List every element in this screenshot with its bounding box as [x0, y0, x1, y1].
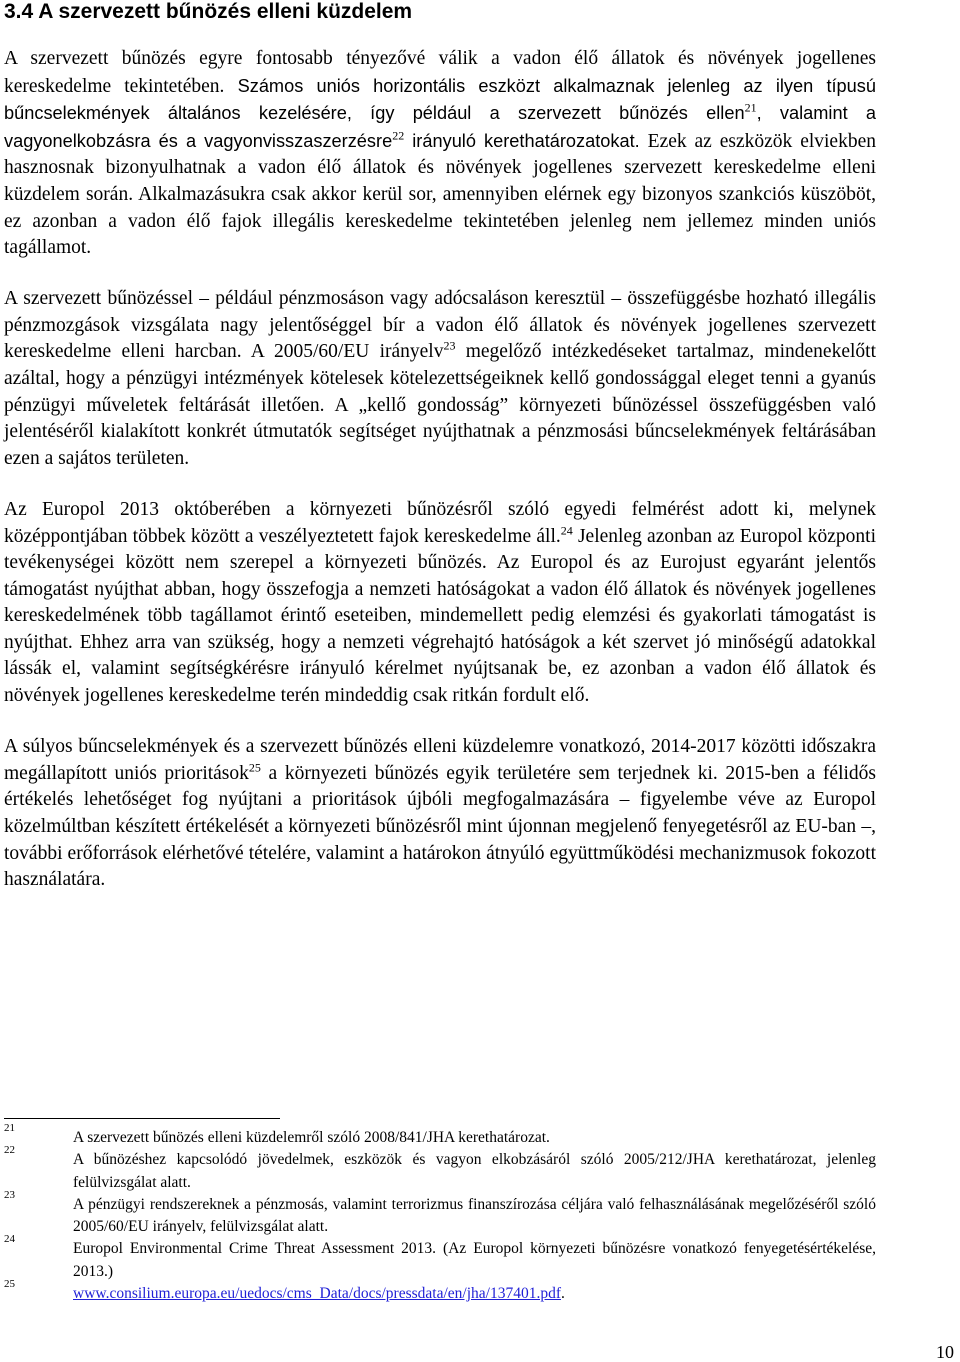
footnote-number: 24: [4, 1233, 15, 1246]
paragraph-3: [4, 497, 876, 710]
footnote-ref-23[interactable]: 23: [443, 338, 456, 353]
footnote-text: A szervezett bűnözés elleni küzdelemről szóló 2008/841/JHA kerethatározat.: [73, 1129, 550, 1146]
footnote-number: 25: [4, 1278, 15, 1291]
page-number: 10: [936, 1342, 954, 1362]
paragraph-1-text-b: Számos uniós horizontális eszközt alkalmaznak jelenleg az ilyen típusú bűncselekmények általános kezelésére, így például a szervezett bűnözés ellen: [4, 75, 876, 124]
footnote-ref-24[interactable]: 24: [560, 523, 573, 537]
footnote-number: 21: [4, 1122, 15, 1134]
paragraph-4-text-b: a környezeti bűnözés egyik területére sem terjednek ki. 2015-ben a félidős értékelés lehetőséget fog nyújtani a prioritások újbóli megfogalmazására – figyelembe véve az Europol közelmúltban készített értékelését a környezeti bűnözésről mint újonnan megjelenő fenyegetésről az EU-ban –, további erőforrások elérhetővé tételére, valamint a határokon átnyúló együttműködési mechanizmusok fokozott használatára.: [4, 762, 877, 891]
footnote-ref-25[interactable]: 25: [248, 760, 261, 775]
footnote-23: [4, 1188, 876, 1239]
paragraph-1: [4, 46, 876, 262]
paragraph-2-text-b: megelőző intézkedéseket tartalmaz, mindenekelőtt azáltal, hogy a pénzügyi intézmények kötelesek kötelezettségeiknek kellő gondossággal eleget tenni a gyanús pénzügyi műveletek feltárását illetően. A „kellő gondosság” környezeti bűnözéssel összefüggésben való jelentéséről kialakított konkrét útmutatók segítséget nyújthatnak a pénzmosási bűncselekmények feltárásában ezen a sajátos területen.: [4, 341, 876, 469]
footnote-25: [4, 1278, 876, 1305]
footnote-number: 23: [4, 1188, 15, 1201]
footnote-text: A bűnözéshez kapcsolódó jövedelmek, eszközök és vagyon elkobzásáról szóló 2005/212/JHA kerethatározat, jelenleg felülvizsgálat alatt.: [73, 1151, 876, 1191]
footnote-text: A pénzügyi rendszereknek a pénzmosás, valamint terrorizmus finanszírozása céljára való felhasználásának megelőzéséről szóló 2005/60/EU irányelv, felülvizsgálat alatt.: [73, 1195, 876, 1236]
paragraph-1-text-a: A szervezett bűnözés egyre fontosabb tényezővé válik a vadon élő állatok és növények jogellenes kereskedelme tekintetében.: [4, 48, 876, 97]
footnote-number: 22: [4, 1144, 15, 1157]
body-text: [4, 46, 876, 918]
footnote-24: [4, 1233, 876, 1283]
footnote-21: [4, 1122, 876, 1149]
footnote-separator: [4, 1118, 280, 1119]
paragraph-4-text-a: A súlyos bűncselekmények és a szervezett bűnözés elleni küzdelemre vonatkozó, 2014-2017 közötti időszakra megállapított uniós prioritások: [4, 736, 876, 784]
footnote-link[interactable]: www.consilium.europa.eu/uedocs/cms_Data/docs/pressdata/en/jha/137401.pdf: [73, 1285, 561, 1303]
footnote-22: [4, 1144, 876, 1194]
section-heading: 3.4 A szervezett bűnözés elleni küzdelem: [4, 0, 413, 23]
paragraph-4: [4, 734, 876, 894]
paragraph-1-text-d: irányuló kerethatározatokat.: [404, 130, 640, 151]
paragraph-1-text-c: , valamint a vagyonelkobzásra és a vagyonvisszaszerzésre: [4, 103, 877, 151]
paragraph-3-text-a: Az Europol 2013 októberében a környezeti bűnözésről szóló egyedi felmérést adott ki, melynek középpontjában többek között a veszélyeztetett fajok kereskedelme áll.: [4, 498, 876, 547]
footnote-period: .: [561, 1285, 565, 1303]
paragraph-1-text-e: Ezek az eszközök elviekben hasznosnak bizonyulhatnak a vadon élő állatok és növények jogellenes szervezett kereskedelme elleni küzdelem során. Alkalmazásukra csak akkor kerül sor, amennyiben elérnek egy bizonyos szankciós küszöböt, ez azonban a vadon élő fajok illegális kereskedelme tekintetében jelenleg nem jellemez minden uniós tagállamot.: [4, 130, 876, 259]
footnote-text: Europol Environmental Crime Threat Assessment 2013. (Az Europol környezeti bűnözésre vonatkozó fenyegetésértékelése, 2013.): [73, 1240, 876, 1280]
paragraph-2-text-a: A szervezett bűnözéssel – például pénzmosáson vagy adócsaláson keresztül – összefüggésbe hozható illegális pénzmozgások vizsgálata nagy jelentőséggel bír a vadon élő állatok és növények jogellenes szervezett kereskedelme elleni harcban. A 2005/60/EU irányelv: [4, 288, 876, 363]
paragraph-3-text-b: Jelenleg azonban az Europol központi tevékenységei között nem szerepel a környezeti bűnözés. Az Europol és az Eurojust egyaránt jelentős támogatást nyújthat abban, hogy összefogja a nemzeti hatóságokat a vadon élő állatok és növények jogellenes kereskedelmének több tagállamot érintő eseteiben, mindemellett pedig elemzési és gyakorlati támogatást is nyújthat. Ehhez arra van szükség, hogy a nemzeti végrehajtó hatóságok a két szervet jó minőségű adatokkal lássák el, valamint segítségkérésre irányuló kérelmet nyújtsanak be, ez azonban a vadon élő állatok és növények jogellenes kereskedelme terén mindeddig csak ritkán fordult elő.: [4, 525, 876, 707]
footnotes: [4, 1122, 876, 1305]
paragraph-2: [4, 286, 876, 472]
footnote-ref-22[interactable]: 22: [392, 128, 405, 143]
footnote-ref-21[interactable]: 21: [744, 100, 757, 115]
